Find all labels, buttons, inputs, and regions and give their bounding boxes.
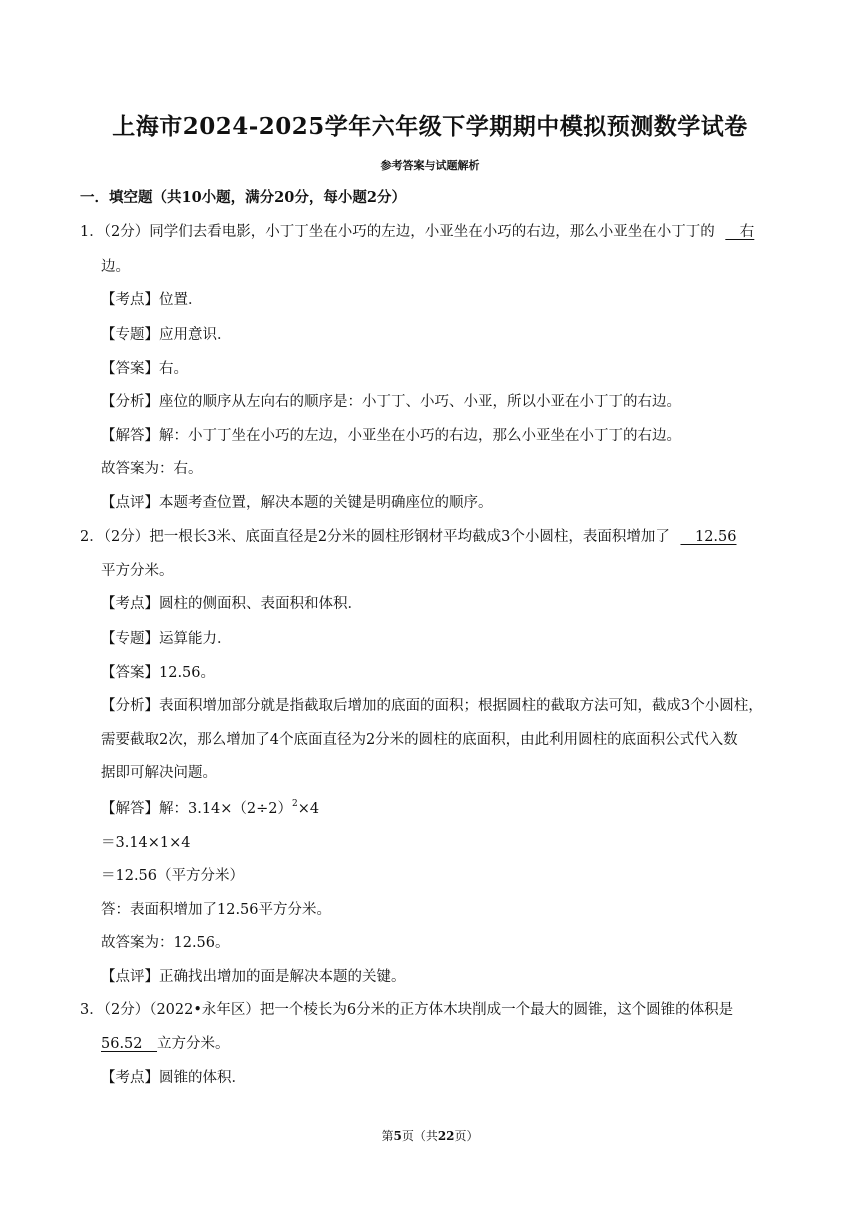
- page-title: 上海市2024-2025学年六年级下学期期中模拟预测数学试卷: [112, 113, 748, 140]
- question-1-stem-end: 边。: [101, 259, 130, 275]
- question-1-answer-blank: 右: [725, 224, 755, 240]
- question-3-kaodian: 【考点】圆锥的体积．: [101, 1070, 246, 1086]
- question-1-kaodian: 【考点】位置．: [101, 292, 203, 308]
- question-2-stem-end: 平方分米。: [101, 563, 174, 579]
- question-3-stem: 3．（2分）（2022•永年区）把一个棱长为6分米的正方体木块削成一个最大的圆锥，这个圆锥的体积是: [80, 1002, 734, 1018]
- question-2-fenxi-3: 据即可解决问题。: [101, 765, 217, 781]
- question-1-zhuanti: 【专题】应用意识．: [101, 327, 232, 343]
- question-2-da: 答：表面积增加了12.56平方分米。: [101, 902, 332, 918]
- question-1-dianping: 【点评】本题考查位置，解决本题的关键是明确座位的顺序。: [101, 495, 493, 511]
- question-2-fenxi-2: 需要截取2次，那么增加了4个底面直径为2分米的圆柱的底面积，由此利用圆柱的底面积公式代入数: [101, 732, 738, 748]
- question-2-fenxi-1: 【分析】表面积增加部分就是指截取后增加的底面的面积；根据圆柱的截取方法可知，截成3个小圆柱，: [101, 698, 763, 714]
- question-2-stem: 2．（2分）把一根长3米、底面直径是2分米的圆柱形钢材平均截成3个小圆柱，表面积增加了 12.56: [80, 529, 737, 545]
- question-1-stem: 1．（2分）同学们去看电影，小丁丁坐在小巧的左边，小亚坐在小巧的右边，那么小亚坐在小丁丁的 右: [80, 224, 755, 240]
- question-2-kaodian: 【考点】圆柱的侧面积、表面积和体积．: [101, 596, 362, 612]
- question-3-answer-blank: 56.52: [101, 1036, 158, 1052]
- question-3-stem-cont: 56.52 立方分米。: [101, 1036, 230, 1052]
- question-2-jieda-3: ＝12.56（平方分米）: [101, 868, 245, 884]
- question-2-dianping: 【点评】正确找出增加的面是解决本题的关键。: [101, 969, 406, 985]
- question-1-daan: 【答案】右。: [101, 361, 188, 377]
- question-2-jieda-1: 【解答】解：$3.14\times(2\div 2)^2\times 4$: [101, 799, 320, 817]
- question-1-jieda: 【解答】解：小丁丁坐在小巧的左边，小亚坐在小巧的右边，那么小亚坐在小丁丁的右边。: [101, 428, 681, 444]
- page-number: 5: [393, 1129, 402, 1143]
- page-footer: 第5页（共22页）: [381, 1129, 479, 1143]
- section-heading: 一．填空题（共10小题，满分20分，每小题2分）: [80, 189, 406, 206]
- question-2-daan: 【答案】12.56。: [101, 665, 216, 681]
- question-2-jieda-2: ＝3.14×1×4: [101, 835, 191, 851]
- page-total: 22: [437, 1129, 455, 1143]
- question-2-answer-blank: 12.56: [680, 529, 737, 545]
- question-1-final-answer: 故答案为：右。: [101, 461, 203, 477]
- question-1-fenxi: 【分析】座位的顺序从左向右的顺序是：小丁丁、小巧、小亚，所以小亚在小丁丁的右边。: [101, 394, 681, 410]
- question-2-zhuanti: 【专题】运算能力．: [101, 631, 232, 647]
- page-subtitle: 参考答案与试题解析: [380, 159, 480, 172]
- question-2-final-answer: 故答案为：12.56。: [101, 935, 230, 951]
